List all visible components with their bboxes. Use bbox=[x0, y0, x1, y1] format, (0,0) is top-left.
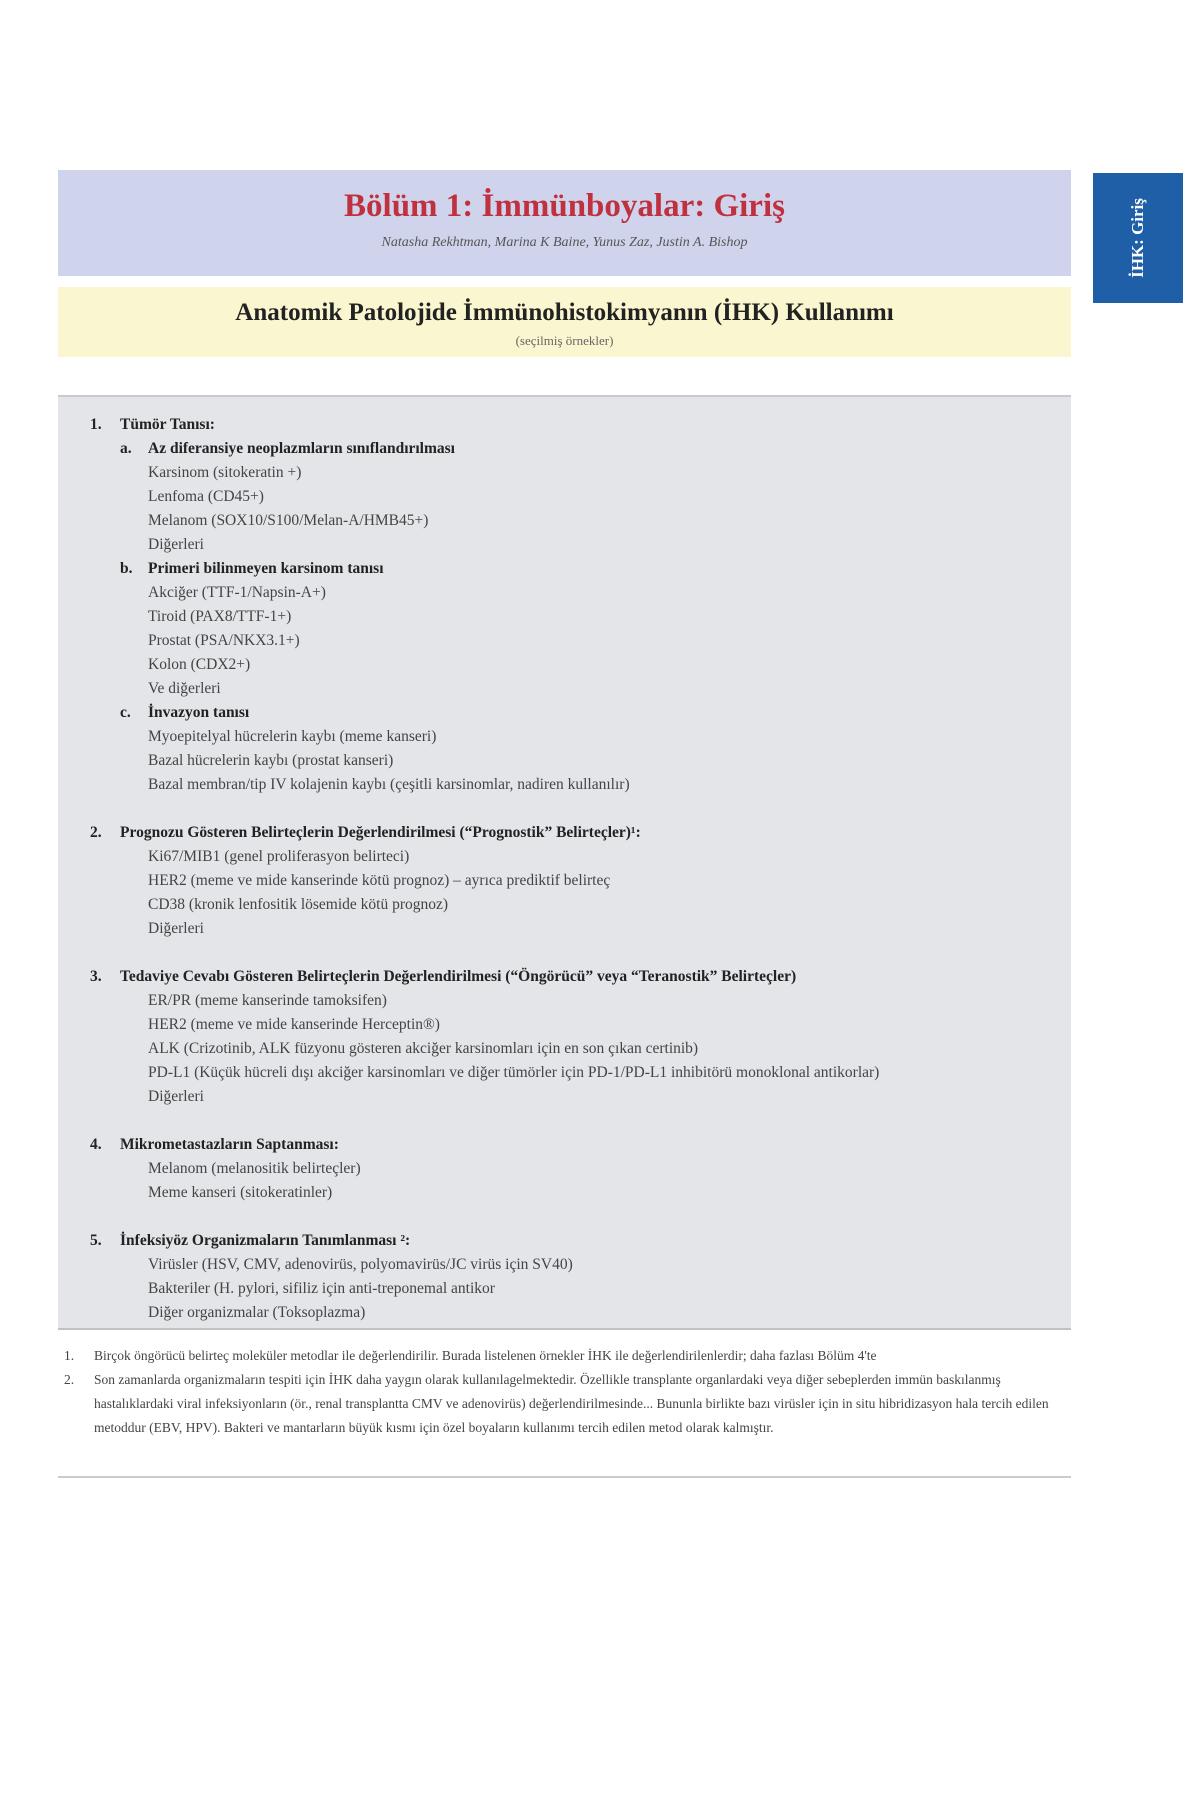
list-item: Virüsler (HSV, CMV, adenovirüs, polyomavirüs/JC virüs için SV40) bbox=[148, 1256, 573, 1273]
section-number: 5. bbox=[90, 1232, 102, 1249]
section-heading bbox=[90, 1229, 1071, 1253]
subsection-letter: a. bbox=[120, 440, 132, 457]
list-item: Diğer organizmalar (Toksoplazma) bbox=[148, 1304, 366, 1321]
content-box bbox=[58, 395, 1071, 1330]
subsection-title: Az diferansiye neoplazmların sınıflandırılması bbox=[148, 440, 455, 457]
footnote bbox=[64, 1344, 1061, 1368]
list-item: Bazal hücrelerin kaybı (prostat kanseri) bbox=[148, 752, 394, 769]
list-item: HER2 (meme ve mide kanserinde kötü prognoz) – ayrıca prediktif belirteç bbox=[148, 872, 611, 889]
section-title: Mikrometastazların Saptanması: bbox=[120, 1136, 339, 1153]
list-item: Melanom (melanositik belirteçler) bbox=[148, 1160, 361, 1177]
list-item: Karsinom (sitokeratin +) bbox=[148, 464, 302, 481]
footnote-text: Birçok öngörücü belirteç moleküler metodlar ile değerlendirilir. Burada listelenen örnekler İHK ile değerlendirilenlerdir; daha fazlası Bölüm 4'te bbox=[94, 1348, 877, 1363]
list-item: Diğerleri bbox=[148, 1088, 204, 1105]
footnote-text: Son zamanlarda organizmaların tespiti için İHK daha yaygın olarak kullanılagelmektedir. Özellikle transplante organlardaki veya diğer sebeplerden immün baskılanmış hastalıklardaki viral infeksiyonların (ör., renal transplantta CMV ve adenovirüs) değerlendirilmesinde... Bununla birlikte bazı virüsler için in situ hibridizasyon hala tercih edilen metoddur (EBV, HPV). Bakteri ve mantarların büyük kısmı için özel boyaların kullanımı tercih edilen metod olarak kalmıştır. bbox=[94, 1372, 1049, 1435]
list-item: Lenfoma (CD45+) bbox=[148, 488, 264, 505]
footnote-number: 1. bbox=[64, 1348, 75, 1363]
table-title: Anatomik Patolojide İmmünohistokimyanın (İHK) Kullanımı bbox=[235, 299, 894, 326]
side-tab-label: İHK: Giriş bbox=[1128, 198, 1147, 278]
side-tab bbox=[1093, 173, 1183, 303]
table-header bbox=[58, 287, 1071, 357]
subsection-title: İnvazyon tanısı bbox=[148, 704, 250, 721]
section-prognostic-markers bbox=[90, 821, 1071, 941]
section-tumor-diagnosis bbox=[90, 413, 1071, 797]
list-item: CD38 (kronik lenfositik lösemide kötü prognoz) bbox=[148, 896, 449, 913]
section-heading bbox=[90, 965, 1071, 989]
section-title: Tümör Tanısı: bbox=[120, 416, 215, 433]
section-heading bbox=[90, 821, 1071, 845]
list-item: Bakteriler (H. pylori, sifiliz için anti-treponemal antikor bbox=[148, 1280, 495, 1297]
section-infectious-organisms bbox=[90, 1229, 1071, 1325]
footnote-number: 2. bbox=[64, 1372, 75, 1387]
subsection-letter: c. bbox=[120, 704, 131, 721]
chapter-authors: Natasha Rekhtman, Marina K Baine, Yunus Zaz, Justin A. Bishop bbox=[381, 235, 748, 250]
table-subtitle: (seçilmiş örnekler) bbox=[515, 333, 614, 348]
list-item: Diğerleri bbox=[148, 536, 204, 553]
list-item: Myoepitelyal hücrelerin kaybı (meme kanseri) bbox=[148, 728, 437, 745]
list-item: Diğerleri bbox=[148, 920, 204, 937]
list-item: Tiroid (PAX8/TTF-1+) bbox=[148, 608, 292, 625]
section-number: 4. bbox=[90, 1136, 102, 1153]
subsection-heading bbox=[90, 557, 1071, 581]
subsection-heading bbox=[90, 701, 1071, 725]
section-number: 3. bbox=[90, 968, 102, 985]
list-item: Ki67/MIB1 (genel proliferasyon belirteci) bbox=[148, 848, 410, 865]
section-number: 2. bbox=[90, 824, 102, 841]
list-item: Melanom (SOX10/S100/Melan-A/HMB45+) bbox=[148, 512, 429, 529]
list-item: PD-L1 (Küçük hücreli dışı akciğer karsinomları ve diğer tümörler için PD-1/PD-L1 inhibitörü monoklonal antikorlar) bbox=[148, 1064, 880, 1081]
subsection-title: Primeri bilinmeyen karsinom tanısı bbox=[148, 560, 384, 577]
list-item: Ve diğerleri bbox=[148, 680, 221, 697]
footnotes bbox=[58, 1330, 1071, 1478]
subsection-heading bbox=[90, 437, 1071, 461]
chapter-title: Bölüm 1: İmmünboyalar: Giriş bbox=[344, 188, 785, 224]
section-number: 1. bbox=[90, 416, 102, 433]
section-title: İnfeksiyöz Organizmaların Tanımlanması ²: bbox=[120, 1232, 411, 1249]
subsection-letter: b. bbox=[120, 560, 133, 577]
list-item: ER/PR (meme kanserinde tamoksifen) bbox=[148, 992, 387, 1009]
section-micrometastases bbox=[90, 1133, 1071, 1205]
list-item: HER2 (meme ve mide kanserinde Herceptin®) bbox=[148, 1016, 440, 1033]
list-item: Bazal membran/tip IV kolajenin kaybı (çeşitli karsinomlar, nadiren kullanılır) bbox=[148, 776, 630, 793]
section-heading bbox=[90, 413, 1071, 437]
list-item: ALK (Crizotinib, ALK füzyonu gösteren akciğer karsinomları için en son çıkan certinib) bbox=[148, 1040, 699, 1057]
list-item: Kolon (CDX2+) bbox=[148, 656, 251, 673]
section-title: Prognozu Gösteren Belirteçlerin Değerlendirilmesi (“Prognostik” Belirteçler)¹: bbox=[120, 824, 641, 841]
list-item: Meme kanseri (sitokeratinler) bbox=[148, 1184, 333, 1201]
footnote bbox=[64, 1368, 1061, 1440]
list-item: Akciğer (TTF-1/Napsin-A+) bbox=[148, 584, 326, 601]
list-item: Prostat (PSA/NKX3.1+) bbox=[148, 632, 300, 649]
chapter-header bbox=[58, 170, 1071, 276]
section-heading bbox=[90, 1133, 1071, 1157]
section-predictive-markers bbox=[90, 965, 1071, 1109]
section-title: Tedaviye Cevabı Gösteren Belirteçlerin Değerlendirilmesi (“Öngörücü” veya “Teranostik” Belirteçler) bbox=[120, 968, 797, 985]
